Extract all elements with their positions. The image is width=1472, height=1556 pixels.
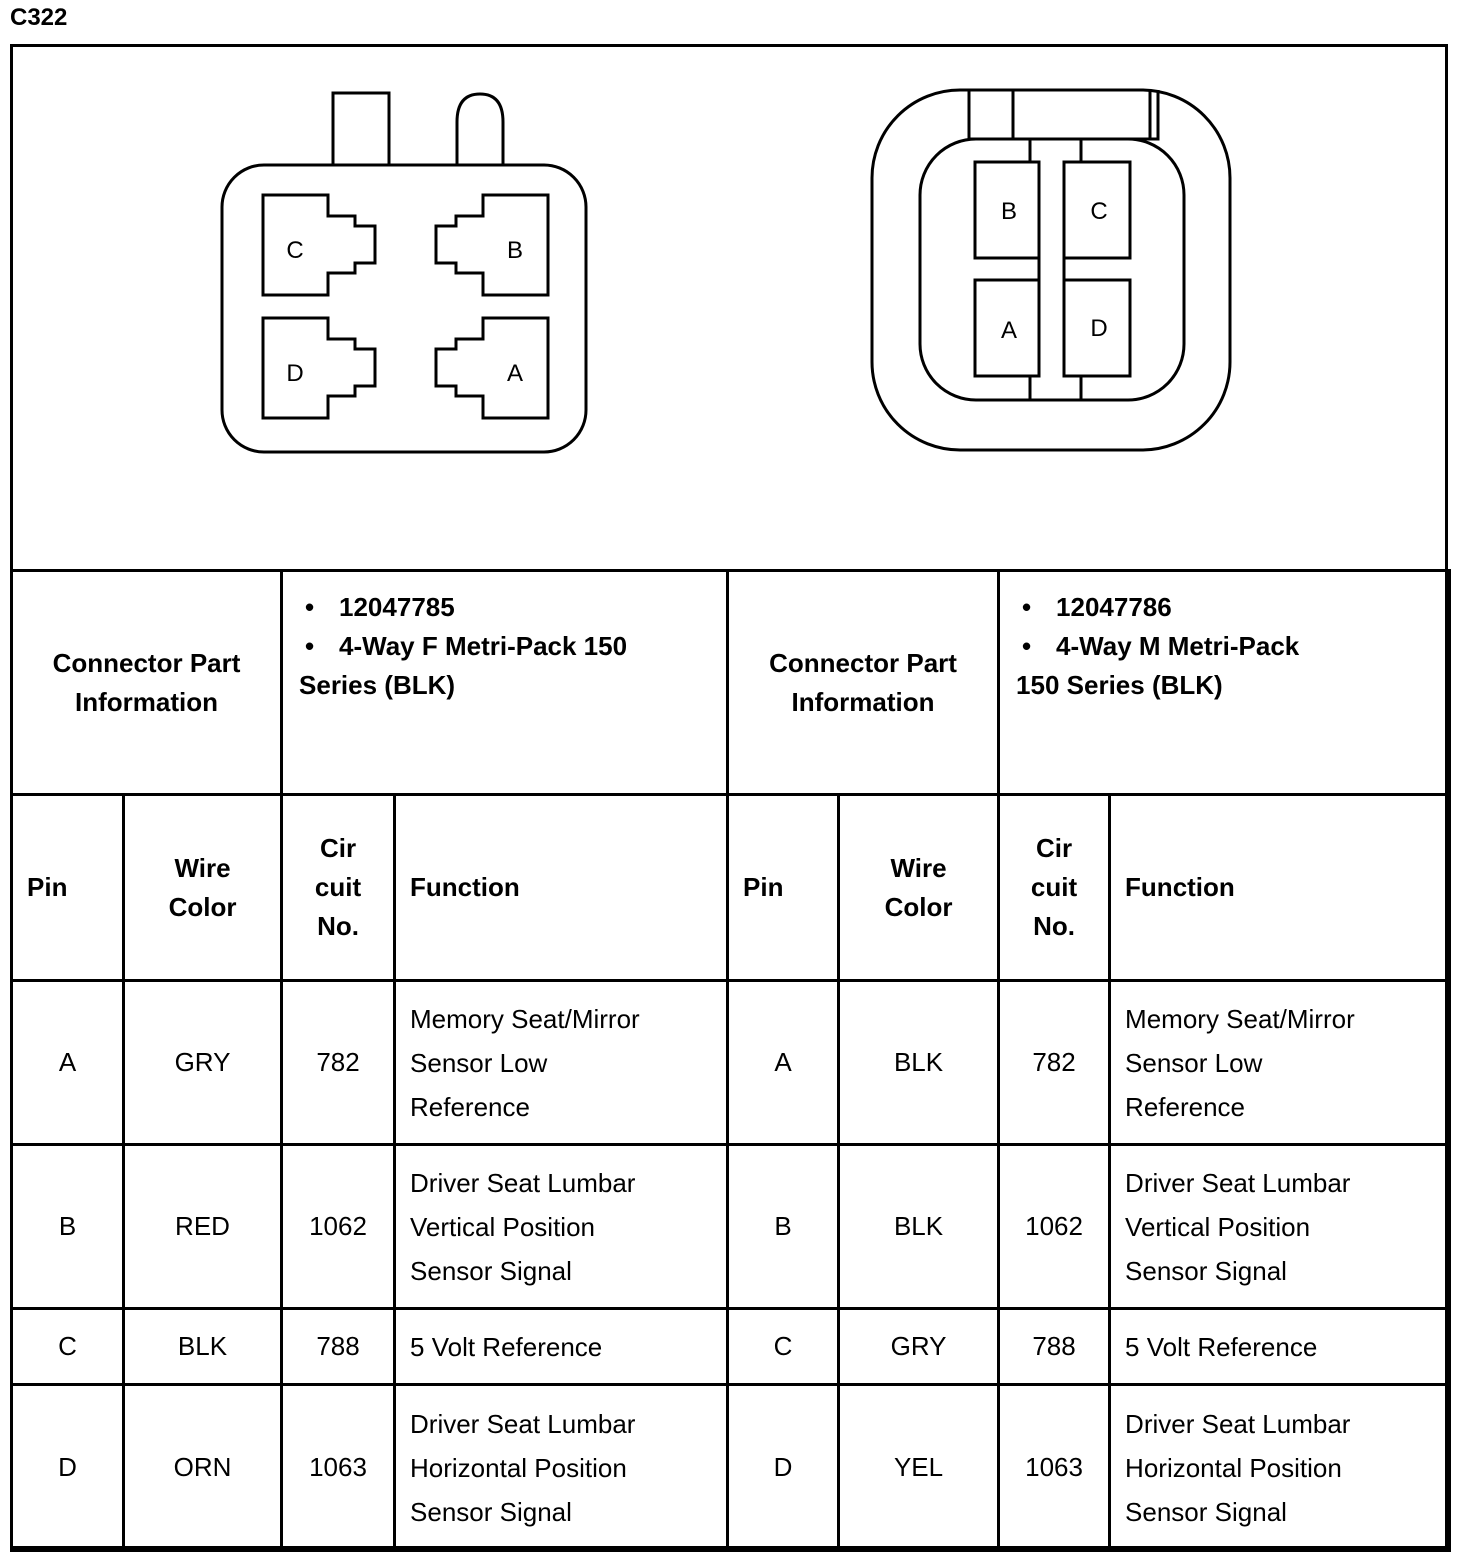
- connector-diagram-area: [10, 44, 1448, 572]
- pin-cell: C: [12, 1309, 124, 1385]
- male-pin-label: C: [1090, 198, 1108, 225]
- right-part-description-line2: 150 Series (BLK): [1016, 670, 1223, 700]
- pinout-table: [10, 569, 1451, 1552]
- left-part-description-line2: Series (BLK): [299, 670, 456, 700]
- circuit-cell: 1062: [999, 1145, 1110, 1309]
- pin-cell: D: [728, 1385, 839, 1551]
- right-part-number: • 12047786: [1016, 588, 1434, 627]
- wire-color-cell: BLK: [839, 1145, 999, 1309]
- male-pin-label: A: [1000, 317, 1018, 344]
- function-cell: Driver Seat Lumbar Vertical Position Sensor Signal: [1110, 1145, 1450, 1309]
- male-connector-drawing: [872, 90, 1230, 450]
- right-part-description-line1: • 4-Way M Metri-Pack: [1016, 627, 1434, 666]
- circuit-cell: 782: [282, 981, 395, 1145]
- circuit-cell: 1062: [282, 1145, 395, 1309]
- wire-color-cell: GRY: [839, 1309, 999, 1385]
- circuit-cell: 788: [999, 1309, 1110, 1385]
- function-cell: Memory Seat/Mirror Sensor Low Reference: [1110, 981, 1450, 1145]
- female-pin-label: A: [506, 360, 524, 387]
- pin-cell: B: [12, 1145, 124, 1309]
- left-part-info: [282, 571, 728, 795]
- male-pin-label: D: [1090, 315, 1108, 342]
- female-pin-label: C: [286, 237, 304, 264]
- pin-cell: A: [12, 981, 124, 1145]
- pin-column-header: Pin: [728, 795, 839, 981]
- right-part-heading: Connector Part Information: [728, 571, 999, 795]
- left-part-heading: Connector Part Information: [12, 571, 282, 795]
- function-cell: Memory Seat/Mirror Sensor Low Reference: [395, 981, 728, 1145]
- function-cell: 5 Volt Reference: [1110, 1309, 1450, 1385]
- circuit-cell: 1063: [999, 1385, 1110, 1551]
- circuit-column-header: Cir cuit No.: [999, 795, 1110, 981]
- function-cell: Driver Seat Lumbar Vertical Position Sensor Signal: [395, 1145, 728, 1309]
- wire-color-cell: BLK: [124, 1309, 282, 1385]
- circuit-column-header: Cir cuit No.: [282, 795, 395, 981]
- right-part-info: [999, 571, 1450, 795]
- circuit-cell: 782: [999, 981, 1110, 1145]
- wire-color-column-header: Wire Color: [839, 795, 999, 981]
- pin-cell: A: [728, 981, 839, 1145]
- wire-color-cell: RED: [124, 1145, 282, 1309]
- function-column-header: Function: [395, 795, 728, 981]
- wire-color-column-header: Wire Color: [124, 795, 282, 981]
- pin-column-header: Pin: [12, 795, 124, 981]
- wire-color-cell: ORN: [124, 1385, 282, 1551]
- part-info-row: [12, 571, 1450, 795]
- pin-cell: B: [728, 1145, 839, 1309]
- female-pin-label: B: [506, 237, 524, 264]
- column-header-row: [12, 795, 1450, 981]
- page-title: C322: [10, 4, 68, 31]
- connector-diagram: [10, 44, 1448, 572]
- wire-color-cell: BLK: [839, 981, 999, 1145]
- function-cell: 5 Volt Reference: [395, 1309, 728, 1385]
- pin-cell: C: [728, 1309, 839, 1385]
- wire-color-cell: YEL: [839, 1385, 999, 1551]
- function-column-header: Function: [1110, 795, 1450, 981]
- table-row: [12, 1145, 1450, 1309]
- female-pin-label: D: [286, 360, 304, 387]
- pin-cell: D: [12, 1385, 124, 1551]
- female-connector-drawing: [222, 93, 586, 452]
- function-cell: Driver Seat Lumbar Horizontal Position Sensor Signal: [395, 1385, 728, 1551]
- function-cell: Driver Seat Lumbar Horizontal Position Sensor Signal: [1110, 1385, 1450, 1551]
- table-row: [12, 981, 1450, 1145]
- wire-color-cell: GRY: [124, 981, 282, 1145]
- left-part-description-line1: • 4-Way F Metri-Pack 150: [299, 627, 712, 666]
- left-part-number: • 12047785: [299, 588, 712, 627]
- circuit-cell: 788: [282, 1309, 395, 1385]
- table-row: [12, 1385, 1450, 1551]
- male-pin-label: B: [1000, 198, 1018, 225]
- circuit-cell: 1063: [282, 1385, 395, 1551]
- table-row: [12, 1309, 1450, 1385]
